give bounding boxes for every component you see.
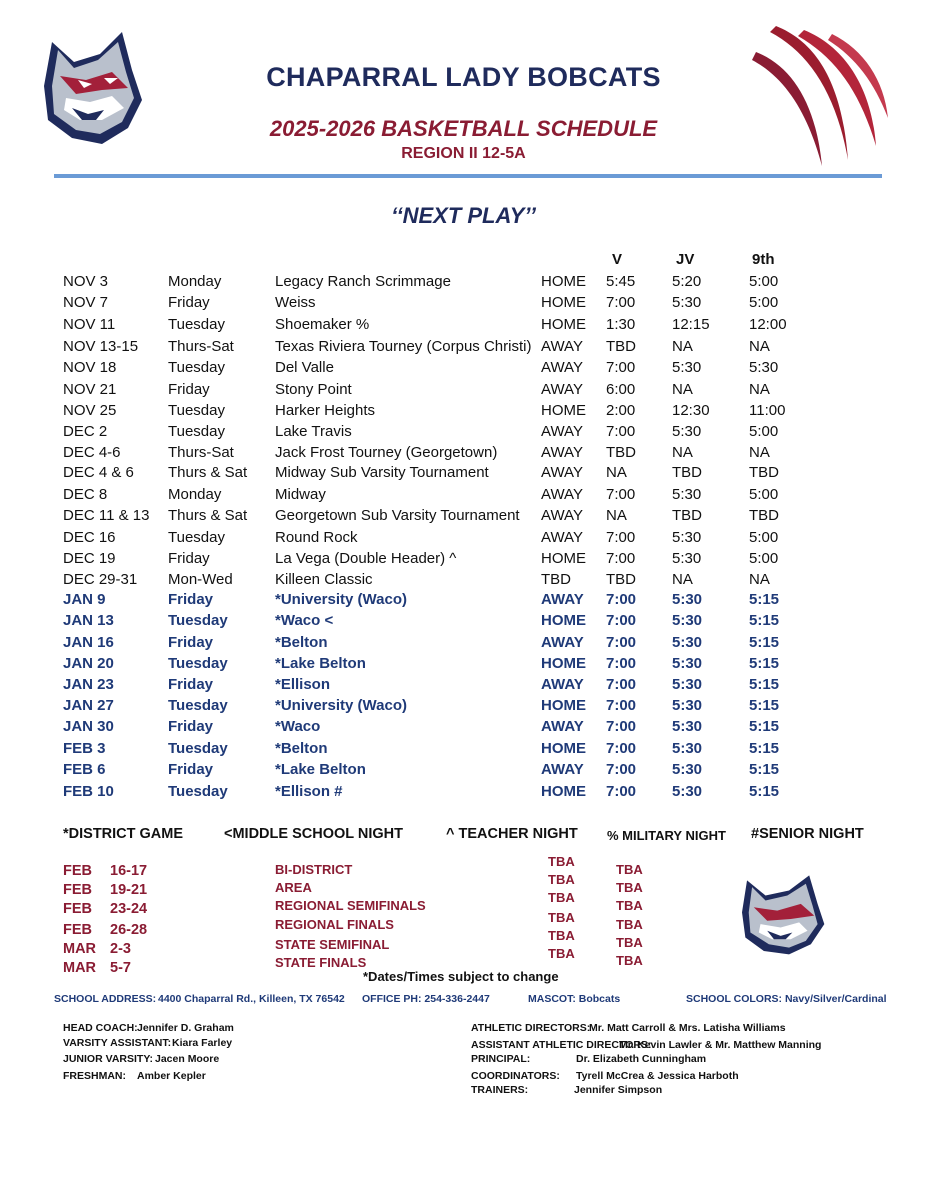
schedule-row (0, 634, 927, 654)
schedule-varsity-time: TBD (606, 571, 636, 588)
schedule-varsity-time: NA (606, 507, 627, 524)
staff-role-label: TRAINERS: (471, 1084, 529, 1096)
column-header-jv: JV (676, 251, 695, 268)
schedule-opponent: *Belton (275, 740, 328, 757)
playoff-tba-2: TBA (616, 862, 643, 877)
staff-role-label: JUNIOR VARSITY: (63, 1053, 154, 1065)
schedule-date: DEC 4-6 (63, 444, 121, 461)
schedule-location: HOME (541, 550, 586, 567)
schedule-row (0, 761, 927, 781)
schedule-date: DEC 2 (63, 423, 108, 440)
schedule-date: NOV 21 (63, 381, 117, 398)
school-address-label: SCHOOL ADDRESS: (54, 993, 157, 1005)
schedule-varsity-time: 7:00 (606, 591, 637, 608)
schedule-opponent: Killeen Classic (275, 571, 373, 588)
schedule-date: JAN 27 (63, 697, 114, 714)
schedule-ninth-time: 5:15 (749, 612, 780, 629)
legend-middle-school-night: <MIDDLE SCHOOL NIGHT (224, 826, 403, 842)
schedule-jv-time: NA (672, 381, 693, 398)
schedule-date: FEB 10 (63, 783, 114, 800)
playoff-dates: 23-24 (110, 901, 148, 918)
schedule-ninth-time: 5:15 (749, 676, 780, 693)
schedule-location: AWAY (541, 486, 583, 503)
schedule-opponent: La Vega (Double Header) ^ (275, 550, 457, 567)
schedule-location: AWAY (541, 381, 583, 398)
schedule-jv-time: 5:30 (672, 761, 703, 778)
playoff-tba-2: TBA (616, 953, 643, 968)
staff-name: Jennifer Simpson (574, 1084, 663, 1096)
schedule-row (0, 571, 927, 591)
playoff-tba-2: TBA (616, 880, 643, 895)
schedule-day: Tuesday (168, 316, 225, 333)
schedule-day: Friday (168, 634, 214, 651)
schedule-opponent: *Ellison (275, 676, 331, 693)
schedule-row (0, 273, 927, 293)
playoff-round: STATE FINALS (275, 955, 367, 970)
schedule-jv-time: 5:30 (672, 591, 703, 608)
schedule-row (0, 359, 927, 379)
playoff-tba-2: TBA (616, 917, 643, 932)
schedule-row (0, 612, 927, 632)
schedule-varsity-time: 7:00 (606, 697, 637, 714)
schedule-opponent: *Lake Belton (275, 655, 366, 672)
schedule-jv-time: TBD (672, 464, 702, 481)
mascot: MASCOT: Bobcats (528, 993, 621, 1005)
schedule-row (0, 464, 927, 484)
playoff-dates: 16-17 (110, 863, 148, 879)
schedule-location: AWAY (541, 591, 584, 608)
schedule-date: DEC 16 (63, 529, 116, 546)
schedule-opponent: Jack Frost Tourney (Georgetown) (275, 444, 498, 461)
schedule-ninth-time: 5:15 (749, 655, 780, 672)
schedule-jv-time: NA (672, 571, 693, 588)
page-title: CHAPARRAL LADY BOBCATS (266, 62, 661, 92)
playoff-month: FEB (63, 863, 92, 879)
schedule-row (0, 740, 927, 760)
region-label: REGION II 12-5A (401, 145, 526, 162)
schedule-location: AWAY (541, 444, 583, 461)
schedule-ninth-time: 5:30 (749, 359, 779, 376)
schedule-varsity-time: 2:00 (606, 402, 636, 419)
schedule-date: DEC 8 (63, 486, 108, 503)
playoff-round: REGIONAL SEMIFINALS (275, 898, 426, 913)
schedule-subtitle: 2025-2026 BASKETBALL SCHEDULE (269, 116, 658, 141)
legend-senior-night: #SENIOR NIGHT (751, 826, 864, 842)
schedule-opponent: Texas Riviera Tourney (Corpus Christi) (275, 338, 532, 355)
schedule-day: Tuesday (168, 423, 225, 440)
playoff-round: BI-DISTRICT (275, 862, 353, 877)
schedule-jv-time: NA (672, 444, 693, 461)
schedule-location: HOME (541, 655, 586, 672)
schedule-location: AWAY (541, 507, 583, 524)
schedule-varsity-time: 7:00 (606, 676, 637, 693)
playoff-month: FEB (63, 921, 92, 938)
schedule-location: HOME (541, 316, 586, 333)
schedule-opponent: Harker Heights (275, 402, 376, 419)
schedule-opponent: Lake Travis (275, 423, 352, 440)
schedule-ninth-time: NA (749, 444, 770, 461)
schedule-row (0, 550, 927, 570)
schedule-day: Monday (168, 486, 222, 503)
legend-teacher-night: ^ TEACHER NIGHT (446, 826, 578, 842)
schedule-opponent: Midway Sub Varsity Tournament (275, 464, 489, 481)
schedule-jv-time: 12:30 (672, 402, 710, 419)
schedule-ninth-time: 5:00 (749, 486, 779, 503)
schedule-day: Thurs-Sat (168, 444, 234, 461)
schedule-date: NOV 3 (63, 273, 109, 290)
playoff-tba-1: TBA (548, 872, 575, 888)
schedule-jv-time: 5:30 (672, 486, 702, 503)
schedule-date: JAN 9 (63, 591, 106, 608)
schedule-date: JAN 23 (63, 676, 114, 693)
schedule-jv-time: NA (672, 338, 693, 355)
schedule-day: Tuesday (168, 612, 228, 629)
schedule-date: NOV 13-15 (63, 338, 139, 355)
schedule-opponent: *Ellison # (275, 783, 343, 800)
schedule-date: JAN 13 (63, 612, 114, 629)
schedule-ninth-time: 5:15 (749, 718, 780, 735)
schedule-varsity-time: 7:00 (606, 529, 636, 546)
schedule-date: DEC 4 & 6 (63, 464, 134, 481)
playoff-month: MAR (63, 960, 97, 976)
schedule-row (0, 486, 927, 506)
schedule-jv-time: 5:30 (672, 550, 702, 567)
schedule-row (0, 676, 927, 696)
schedule-row (0, 381, 927, 401)
schedule-location: HOME (541, 402, 586, 419)
playoff-month: FEB (63, 882, 92, 899)
schedule-opponent: Midway (275, 486, 326, 503)
schedule-opponent: *Belton (275, 634, 328, 651)
schedule-day: Thurs & Sat (168, 464, 248, 481)
staff-role-label: COORDINATORS: (471, 1070, 560, 1082)
legend-district-game: *DISTRICT GAME (63, 826, 184, 842)
schedule-ninth-time: TBD (749, 507, 779, 524)
playoff-tba-1: TBA (548, 927, 575, 943)
schedule-ninth-time: NA (749, 338, 770, 355)
staff-role-label: HEAD COACH: (63, 1022, 138, 1034)
schedule-row (0, 783, 927, 803)
schedule-varsity-time: 7:00 (606, 423, 636, 440)
schedule-location: AWAY (541, 423, 583, 440)
schedule-ninth-time: 5:15 (749, 761, 780, 778)
schedule-location: AWAY (541, 464, 583, 481)
schedule-varsity-time: 6:00 (606, 381, 636, 398)
bobcat-logo-small (740, 872, 828, 956)
schedule-location: TBD (541, 571, 571, 588)
schedule-date: NOV 18 (63, 359, 117, 376)
schedule-jv-time: 5:30 (672, 718, 703, 735)
playoff-round: REGIONAL FINALS (275, 917, 394, 932)
schedule-row (0, 316, 927, 336)
schedule-ninth-time: NA (749, 381, 770, 398)
staff-name: Tyrell McCrea & Jessica Harboth (576, 1070, 739, 1082)
schedule-ninth-time: 5:15 (749, 591, 780, 608)
staff-name: Kiara Farley (172, 1037, 233, 1049)
legend-military-night: % MILITARY NIGHT (607, 828, 726, 843)
schedule-ninth-time: 5:00 (749, 294, 779, 311)
schedule-row (0, 697, 927, 717)
schedule-ninth-time: 5:15 (749, 697, 780, 714)
schedule-jv-time: 5:30 (672, 634, 703, 651)
schedule-date: NOV 25 (63, 402, 117, 419)
schedule-location: HOME (541, 740, 586, 757)
schedule-day: Tuesday (168, 697, 228, 714)
schedule-varsity-time: NA (606, 464, 627, 481)
schedule-opponent: *University (Waco) (275, 591, 407, 608)
schedule-ninth-time: 5:00 (749, 529, 779, 546)
schedule-day: Thurs & Sat (168, 507, 248, 524)
schedule-jv-time: 5:30 (672, 697, 703, 714)
playoff-dates: 26-28 (110, 921, 148, 938)
schedule-day: Tuesday (168, 655, 228, 672)
schedule-location: HOME (541, 697, 586, 714)
schedule-opponent: Weiss (275, 294, 316, 311)
playoff-round: STATE SEMIFINAL (275, 937, 390, 952)
schedule-jv-time: 5:30 (672, 359, 702, 376)
schedule-location: HOME (541, 273, 586, 290)
schedule-varsity-time: TBD (606, 338, 636, 355)
schedule-ninth-time: NA (749, 571, 770, 588)
schedule-day: Friday (168, 761, 214, 778)
schedule-row (0, 507, 927, 527)
schedule-jv-time: 5:30 (672, 783, 703, 800)
schedule-row (0, 294, 927, 314)
schedule-ninth-time: 5:15 (749, 634, 780, 651)
schedule-varsity-time: 7:00 (606, 718, 637, 735)
playoff-month: FEB (63, 901, 92, 918)
schedule-date: FEB 6 (63, 761, 106, 778)
playoff-tba-1: TBA (548, 946, 575, 961)
column-header-varsity: V (612, 251, 623, 268)
schedule-day: Friday (168, 591, 214, 608)
schedule-date: NOV 7 (63, 294, 109, 311)
schedule-day: Friday (168, 718, 214, 735)
next-play-motto: ‘‘NEXT PLAY’’ (391, 203, 536, 228)
schedule-day: Monday (168, 273, 222, 290)
schedule-row (0, 529, 927, 549)
schedule-ninth-time: TBD (749, 464, 779, 481)
schedule-jv-time: 5:30 (672, 676, 703, 693)
schedule-opponent: Del Valle (275, 359, 334, 376)
schedule-date: DEC 11 & 13 (63, 507, 150, 524)
playoff-month: MAR (63, 940, 97, 957)
schedule-ninth-time: 5:00 (749, 273, 779, 290)
schedule-row (0, 402, 927, 422)
schedule-jv-time: 12:15 (672, 316, 710, 333)
staff-name: Amber Kepler (137, 1070, 206, 1082)
school-colors: SCHOOL COLORS: Navy/Silver/Cardinal (686, 993, 887, 1005)
schedule-row (0, 423, 927, 443)
schedule-ninth-time: 5:00 (749, 550, 779, 567)
schedule-location: HOME (541, 294, 586, 311)
schedule-opponent: *Waco < (275, 612, 334, 629)
schedule-varsity-time: 7:00 (606, 740, 637, 757)
playoff-dates: 2-3 (110, 940, 131, 957)
schedule-day: Tuesday (168, 359, 225, 376)
schedule-jv-time: 5:30 (672, 423, 702, 440)
playoff-round: AREA (275, 880, 312, 895)
schedule-row (0, 591, 927, 611)
schedule-location: AWAY (541, 529, 583, 546)
schedule-opponent: *Waco (275, 718, 321, 735)
schedule-day: Friday (168, 381, 210, 398)
schedule-date: JAN 20 (63, 655, 114, 672)
schedule-day: Friday (168, 676, 214, 693)
schedule-varsity-time: 7:00 (606, 634, 637, 651)
staff-role-label: FRESHMAN: (63, 1070, 126, 1082)
schedule-day: Thurs-Sat (168, 338, 234, 355)
school-address: 4400 Chaparral Rd., Killeen, TX 76542 (158, 993, 345, 1005)
schedule-ninth-time: 5:15 (749, 740, 780, 757)
staff-name: Mr. Kevin Lawler & Mr. Matthew Manning (619, 1039, 822, 1051)
schedule-location: AWAY (541, 676, 584, 693)
schedule-ninth-time: 5:00 (749, 423, 779, 440)
schedule-ninth-time: 12:00 (749, 316, 787, 333)
schedule-date: JAN 16 (63, 634, 114, 651)
schedule-day: Friday (168, 294, 210, 311)
schedule-location: HOME (541, 783, 586, 800)
playoff-tba-2: TBA (616, 898, 643, 913)
schedule-opponent: *University (Waco) (275, 697, 407, 714)
playoff-tba-2: TBA (616, 935, 643, 950)
schedule-opponent: Stony Point (275, 381, 352, 398)
schedule-location: AWAY (541, 338, 583, 355)
schedule-day: Tuesday (168, 783, 228, 800)
staff-role-label: ASSISTANT ATHLETIC DIRECTORS: (471, 1039, 652, 1051)
schedule-date: FEB 3 (63, 740, 106, 757)
schedule-row (0, 655, 927, 675)
schedule-location: HOME (541, 612, 586, 629)
schedule-opponent: *Lake Belton (275, 761, 366, 778)
schedule-ninth-time: 11:00 (749, 402, 786, 419)
schedule-location: AWAY (541, 634, 584, 651)
schedule-jv-time: 5:30 (672, 655, 703, 672)
playoff-dates: 19-21 (110, 882, 148, 899)
schedule-varsity-time: 7:00 (606, 294, 636, 311)
schedule-jv-time: 5:30 (672, 740, 703, 757)
schedule-opponent: Legacy Ranch Scrimmage (275, 273, 451, 290)
staff-role-label: ATHLETIC DIRECTORS: (471, 1022, 591, 1034)
schedule-varsity-time: 1:30 (606, 316, 636, 333)
schedule-opponent: Round Rock (275, 529, 358, 546)
schedule-varsity-time: 5:45 (606, 273, 636, 290)
schedule-jv-time: 5:30 (672, 294, 702, 311)
schedule-varsity-time: 7:00 (606, 359, 636, 376)
staff-name: Dr. Elizabeth Cunningham (576, 1053, 707, 1065)
schedule-varsity-time: 7:00 (606, 612, 637, 629)
schedule-row (0, 338, 927, 358)
schedule-varsity-time: 7:00 (606, 761, 637, 778)
office-phone: OFFICE PH: 254-336-2447 (362, 993, 490, 1005)
playoff-tba-1: TBA (548, 909, 575, 925)
staff-role-label: PRINCIPAL: (471, 1053, 531, 1065)
schedule-row (0, 718, 927, 738)
schedule-opponent: Georgetown Sub Varsity Tournament (275, 507, 520, 524)
schedule-location: AWAY (541, 761, 584, 778)
playoff-tba-1: TBA (548, 890, 575, 906)
disclaimer-note: *Dates/Times subject to change (363, 969, 559, 984)
header-divider (54, 174, 882, 178)
schedule-varsity-time: TBD (606, 444, 636, 461)
schedule-location: AWAY (541, 359, 583, 376)
schedule-jv-time: 5:20 (672, 273, 702, 290)
schedule-day: Friday (168, 550, 210, 567)
schedule-jv-time: 5:30 (672, 529, 702, 546)
staff-name: Jacen Moore (155, 1053, 220, 1065)
staff-name: Jennifer D. Graham (137, 1022, 234, 1034)
playoff-dates: 5-7 (110, 960, 131, 976)
schedule-date: DEC 19 (63, 550, 116, 567)
schedule-varsity-time: 7:00 (606, 783, 637, 800)
schedule-ninth-time: 5:15 (749, 783, 780, 800)
schedule-day: Tuesday (168, 529, 225, 546)
schedule-row (0, 444, 927, 464)
schedule-date: DEC 29-31 (63, 571, 138, 588)
playoff-tba-1: TBA (548, 854, 575, 869)
schedule-opponent: Shoemaker % (275, 316, 370, 333)
schedule-date: JAN 30 (63, 718, 114, 735)
staff-name: Mr. Matt Carroll & Mrs. Latisha Williams (589, 1022, 786, 1034)
schedule-jv-time: TBD (672, 507, 702, 524)
schedule-varsity-time: 7:00 (606, 486, 636, 503)
schedule-jv-time: 5:30 (672, 612, 703, 629)
schedule-varsity-time: 7:00 (606, 550, 636, 567)
schedule-day: Tuesday (168, 740, 228, 757)
schedule-day: Tuesday (168, 402, 225, 419)
column-header-ninth: 9th (752, 251, 775, 268)
schedule-varsity-time: 7:00 (606, 655, 637, 672)
schedule-day: Mon-Wed (168, 571, 233, 588)
schedule-location: AWAY (541, 718, 584, 735)
schedule-date: NOV 11 (63, 316, 116, 333)
staff-role-label: VARSITY ASSISTANT: (63, 1037, 172, 1049)
